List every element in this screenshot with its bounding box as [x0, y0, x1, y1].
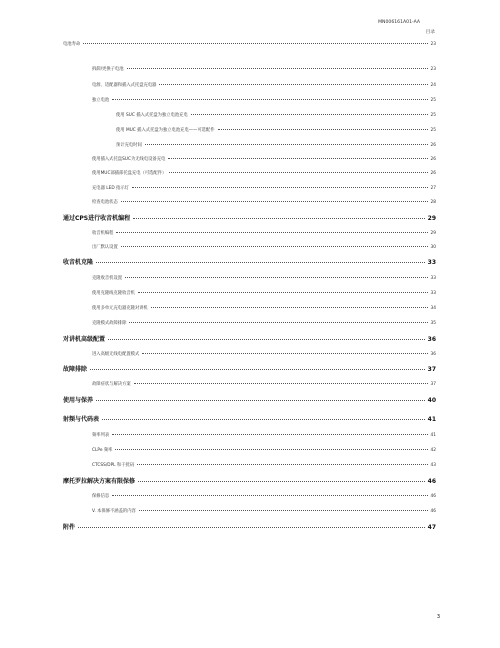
toc-entry-label: 故障症状与解决方案 [92, 382, 131, 387]
dot-leader [191, 114, 428, 115]
dot-leader [168, 158, 427, 159]
toc-chapter[interactable] [63, 257, 436, 266]
toc-entry-page: 43 [430, 463, 436, 468]
toc-entry[interactable] [92, 170, 436, 176]
dot-leader [116, 232, 427, 233]
toc-entry-page: 46 [430, 494, 436, 499]
page-number: 3 [436, 614, 440, 620]
dot-leader [138, 481, 425, 482]
toc-chapter-page: 41 [427, 416, 436, 423]
toc-entry[interactable] [92, 66, 436, 72]
dot-leader [129, 322, 427, 323]
dot-leader [151, 307, 428, 308]
dot-leader [218, 129, 428, 130]
toc-entry-label: CLPe 频率 [92, 448, 113, 453]
toc-entry-label: 使用插入式托盘SUC为无线电设备充电 [92, 157, 166, 162]
toc-entry[interactable] [92, 244, 436, 250]
toc-entry[interactable] [92, 432, 436, 438]
toc-entry-label: 进入高级无线电配置模式 [92, 352, 140, 357]
toc-entry[interactable] [92, 320, 436, 326]
toc-entry-label: 收音机编程 [92, 231, 114, 236]
dot-leader [108, 339, 425, 340]
dot-leader [132, 187, 428, 188]
toc-entry-page: 33 [430, 276, 436, 281]
toc-chapter-label: 故障排除 [63, 366, 88, 373]
dot-leader [102, 419, 425, 420]
dot-leader [121, 201, 428, 202]
toc-chapter-page: 33 [427, 259, 436, 266]
dot-leader [90, 369, 425, 370]
toc-entry[interactable] [116, 112, 436, 118]
toc-entry-page: 27 [430, 186, 436, 191]
dot-leader [112, 99, 427, 100]
toc-entry[interactable] [92, 493, 436, 499]
dot-leader [137, 464, 427, 465]
toc-entry[interactable] [116, 127, 436, 133]
toc-entry-label: 独立电池 [92, 98, 110, 103]
toc-entry-page: 25 [430, 113, 436, 118]
toc-entry-label: 出厂默认设置 [92, 245, 118, 250]
toc-chapter[interactable] [63, 522, 436, 531]
dot-leader [159, 84, 427, 85]
toc-chapter-label: 收音机克隆 [63, 259, 94, 266]
toc-chapter[interactable] [63, 414, 436, 423]
toc-entry[interactable] [92, 82, 436, 88]
toc-entry[interactable] [92, 462, 436, 468]
toc-chapter-page: 47 [427, 524, 436, 531]
toc-entry-label: 充电器 LED 指示灯 [92, 186, 129, 191]
dot-leader [115, 449, 427, 450]
toc-entry[interactable] [63, 41, 436, 47]
toc-chapter-page: 40 [427, 397, 436, 404]
toc-chapter[interactable] [63, 476, 436, 485]
toc-entry-label: 使用多单元充电器克隆对讲机 [92, 306, 148, 311]
toc-entry-label: 检查电池状态 [92, 200, 118, 205]
toc-entry-page: 35 [430, 321, 436, 326]
toc-chapter[interactable] [63, 334, 436, 343]
toc-entry-label: 克隆收音机设置 [92, 276, 123, 281]
dot-leader [138, 292, 428, 293]
dot-leader [96, 262, 425, 263]
dot-leader [121, 246, 428, 247]
toc-entry[interactable] [92, 447, 436, 453]
dot-leader [142, 353, 427, 354]
toc-entry-page: 42 [430, 448, 436, 453]
toc-entry-page: 30 [430, 245, 436, 250]
toc-entry-page: 33 [430, 291, 436, 296]
toc-entry-label: 保修信息 [92, 494, 110, 499]
dot-leader [78, 527, 425, 528]
dot-leader [134, 383, 428, 384]
toc-chapter-label: 摩托罗拉解决方案有限保修 [63, 478, 136, 485]
toc-entry-page: 26 [430, 171, 436, 176]
toc-entry-label: 预计充电时间 [116, 143, 142, 148]
toc-chapter[interactable] [63, 213, 436, 222]
toc-entry[interactable] [116, 142, 436, 148]
dot-leader [145, 144, 428, 145]
toc-entry[interactable] [92, 230, 436, 236]
toc-entry-label: V. 本保修不涵盖的内容 [92, 509, 136, 514]
toc-chapter-label: 对讲机高级配置 [63, 336, 106, 343]
toc-chapter[interactable] [63, 395, 436, 404]
toc-entry-page: 25 [430, 128, 436, 133]
toc-entry[interactable] [92, 508, 436, 514]
dot-leader [83, 43, 427, 44]
toc-entry-label: 拆卸/更换子电池 [92, 67, 124, 72]
toc-entry[interactable] [92, 351, 436, 357]
toc-entry-label: CTCSS/DPL 和干扰码 [92, 463, 135, 468]
toc-chapter[interactable] [63, 364, 436, 373]
toc-entry-label: 频率列表 [92, 433, 110, 438]
toc-chapter-page: 37 [427, 366, 436, 373]
toc-entry-page: 28 [430, 200, 436, 205]
dot-leader [125, 277, 427, 278]
dot-leader [112, 495, 427, 496]
toc-entry[interactable] [92, 275, 436, 281]
toc-entry-label: 电池寿命 [63, 42, 81, 47]
toc-entry-page: 26 [430, 157, 436, 162]
toc-entry[interactable] [92, 97, 436, 103]
toc-entry-page: 37 [430, 382, 436, 387]
toc-entry[interactable] [92, 381, 436, 387]
toc-entry-page: 46 [430, 509, 436, 514]
toc-entry-label: 使用 SUC 插入式托盘为独立电池充电 [116, 113, 188, 118]
toc-entry[interactable] [92, 199, 436, 205]
toc-entry-page: 41 [430, 433, 436, 438]
header-code: MN006161A01-AA [378, 20, 420, 25]
toc-entry-label: 使用MUC部插部托盘充电（可选配件） [92, 171, 167, 176]
dot-leader [169, 172, 427, 173]
toc-entry-page: 25 [430, 98, 436, 103]
toc-entry-label: 使用克隆线克隆收音机 [92, 291, 135, 296]
toc-chapter-label: 附件 [63, 524, 76, 531]
toc-entry[interactable] [92, 156, 436, 162]
toc-chapter-page: 36 [427, 336, 436, 343]
toc-entry-label: 克隆模式故障排除 [92, 321, 127, 326]
toc-entry-page: 24 [430, 83, 436, 88]
toc-entry-page: 23 [430, 67, 436, 72]
toc-entry-label: 电源、适配器和插入式托盘充电器 [92, 83, 157, 88]
toc-entry-page: 23 [430, 42, 436, 47]
toc-entry[interactable] [92, 185, 436, 191]
dot-leader [127, 68, 428, 69]
toc-entry-page: 34 [430, 306, 436, 311]
toc-entry-page: 29 [430, 231, 436, 236]
toc-entry-label: 使用 MUC 插入式托盘为独立电池充电——可选配件 [116, 128, 215, 133]
header-title: 目录 [425, 30, 435, 35]
toc-chapter-label: 射频与代码表 [63, 416, 100, 423]
toc-chapter-page: 46 [427, 478, 436, 485]
toc-chapter-page: 29 [427, 215, 436, 222]
toc-chapter-label: 使用与保养 [63, 397, 94, 404]
toc-entry-page: 36 [430, 352, 436, 357]
dot-leader [133, 218, 425, 219]
toc-chapter-label: 通过CPS进行收音机编程 [63, 215, 131, 222]
dot-leader [112, 434, 427, 435]
toc-entry[interactable] [92, 305, 436, 311]
toc-entry-page: 26 [430, 143, 436, 148]
dot-leader [139, 510, 428, 511]
dot-leader [96, 400, 425, 401]
toc-entry[interactable] [92, 290, 436, 296]
